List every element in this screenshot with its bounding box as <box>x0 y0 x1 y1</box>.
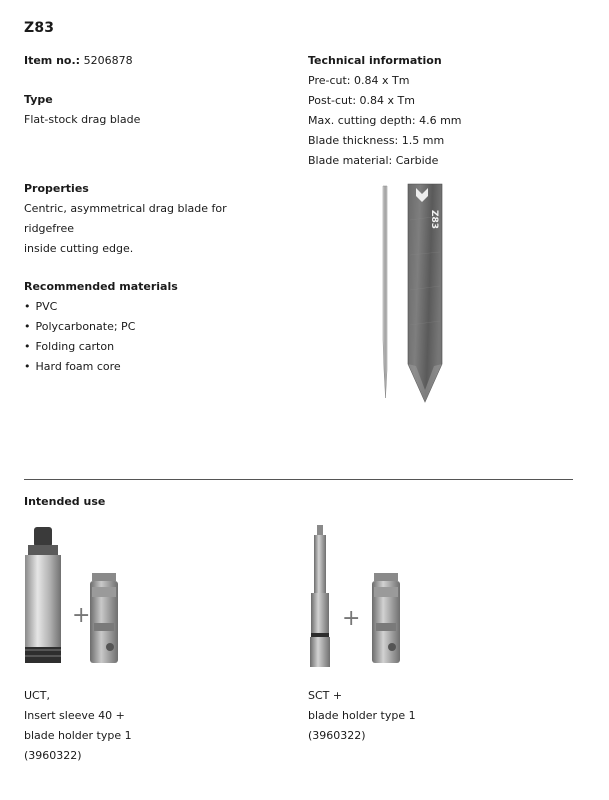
technical-heading: Technical information <box>308 54 442 67</box>
technical-line: Blade material: Carbide <box>308 154 439 167</box>
uct-tool-image <box>20 525 140 670</box>
option-line: UCT, <box>24 689 50 702</box>
blade-image <box>370 180 450 410</box>
sct-tool-image <box>302 525 422 670</box>
materials-list <box>24 297 178 377</box>
plus-icon: + <box>342 606 361 631</box>
properties-line: Centric, asymmetrical drag blade for <box>24 202 227 215</box>
technical-line: Max. cutting depth: 4.6 mm <box>308 114 462 127</box>
materials-item: • Hard foam core <box>24 357 178 377</box>
technical-line: Post-cut: 0.84 x Tm <box>308 94 415 107</box>
option-line: Insert sleeve 40 + <box>24 709 125 722</box>
blade-side-profile <box>383 186 387 398</box>
materials-item: • Folding carton <box>24 337 178 357</box>
type-heading: Type <box>24 93 53 106</box>
technical-information <box>308 51 462 171</box>
technical-line: Pre-cut: 0.84 x Tm <box>308 74 410 87</box>
option-line: blade holder type 1 <box>308 709 416 722</box>
intended-use-option-sct <box>308 686 416 746</box>
option-line: (3960322) <box>308 729 366 742</box>
type-section <box>24 90 140 130</box>
materials-item: • Polycarbonate; PC <box>24 317 178 337</box>
item-number <box>24 51 133 71</box>
materials-item: • PVC <box>24 297 178 317</box>
option-line: blade holder type 1 <box>24 729 132 742</box>
option-line: (3960322) <box>24 749 82 762</box>
blade-engraving: Z83 <box>429 210 439 230</box>
plus-icon: + <box>72 603 91 628</box>
properties-line: inside cutting edge. <box>24 242 134 255</box>
section-divider <box>24 479 573 480</box>
recommended-materials <box>24 277 178 377</box>
materials-heading: Recommended materials <box>24 280 178 293</box>
intended-use-option-uct <box>24 686 132 766</box>
properties-heading: Properties <box>24 182 89 195</box>
properties-line: ridgefree <box>24 222 74 235</box>
technical-line: Blade thickness: 1.5 mm <box>308 134 445 147</box>
intended-use-heading: Intended use <box>24 495 106 508</box>
item-number-label: Item no.: <box>24 54 81 67</box>
item-number-value: 5206878 <box>83 54 133 67</box>
properties-section <box>24 179 227 259</box>
page-title: Z83 <box>24 20 55 36</box>
type-value: Flat-stock drag blade <box>24 113 141 126</box>
option-line: SCT + <box>308 689 343 702</box>
